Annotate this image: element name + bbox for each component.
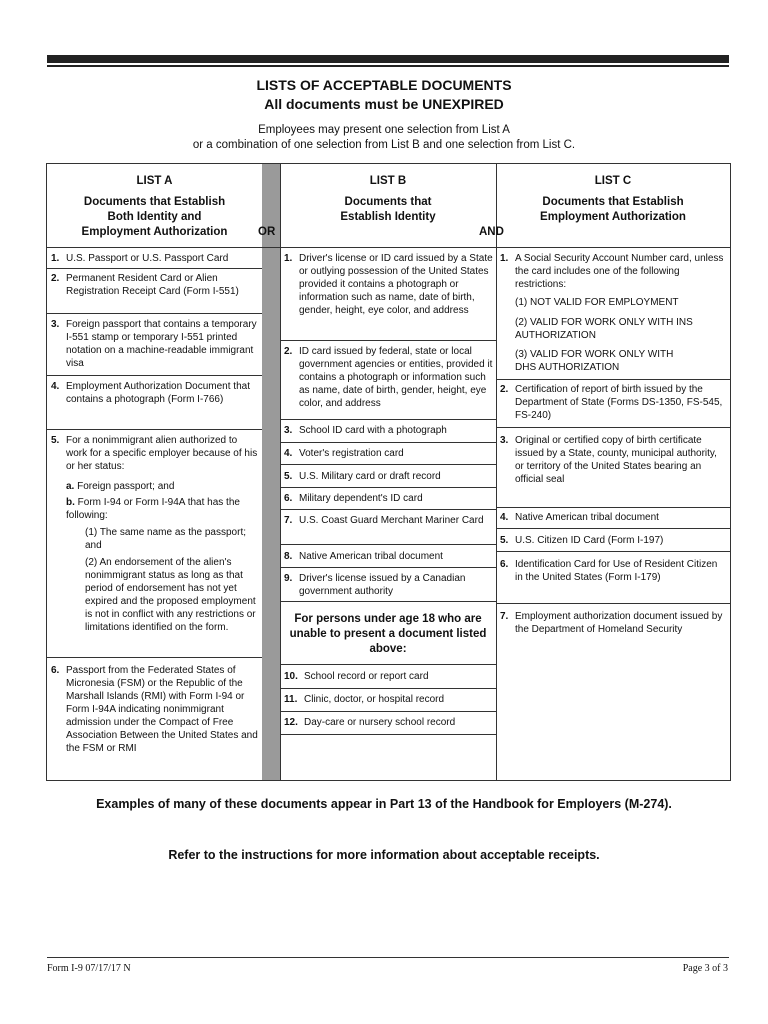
list-a-item-6-text: Passport from the Federated States of Micronesia (FSM) or the Republic of the Marshall Islands (RMI) with Form I-94 or Form I-94A indicating nonimmigrant admission under the Compact of Free Association Between the United States and the FSM or RMI (66, 665, 258, 754)
list-a-item-3-number: 3. (51, 319, 60, 330)
list-b-divider-2 (280, 419, 496, 420)
list-c-restriction-1: (1) NOT VALID FOR EMPLOYMENT (515, 297, 679, 308)
list-c-item-4-number: 4. (500, 512, 509, 523)
list-a-item-5-text: For a nonimmigrant alien authorized to work for a specific employer because of his or her status: (66, 435, 258, 472)
list-c-name: LIST C (594, 175, 632, 187)
list-c-item-1-text: A Social Security Account Number card, unless the card includes one of the following restrictions: (515, 253, 724, 290)
list-c-item-2-number: 2. (500, 384, 509, 395)
list-b-item-12-number: 12. (284, 717, 298, 728)
page-number: Page 3 of 3 (682, 963, 728, 974)
list-b-item-6 (280, 492, 496, 508)
list-c-divider-5 (496, 551, 730, 552)
list-b-divider-6 (280, 509, 496, 510)
list-c-divider-4 (496, 528, 730, 529)
list-c-item-1 (496, 252, 730, 377)
list-a-header (47, 174, 262, 240)
list-a-heading: Documents that Establish Both Identity and Employment Authorization (81, 196, 228, 238)
list-b-item-1 (280, 252, 496, 337)
list-a-item-5 (47, 434, 262, 654)
list-b-item-5 (280, 470, 496, 486)
handbook-note: Examples of many of these documents appear in Part 13 of the Handbook for Employers (M-274). (96, 797, 672, 811)
list-a-item-5a (66, 480, 256, 493)
or-divider-bar (262, 164, 280, 780)
top-rule-thin (47, 65, 729, 67)
list-b-divider-8 (280, 567, 496, 568)
list-a-item-5-number: 5. (51, 435, 60, 446)
list-c-divider-2 (496, 427, 730, 428)
list-c-item-2 (496, 383, 730, 427)
list-c-restriction-3: (3) VALID FOR WORK ONLY WITH DHS AUTHORIZATION (515, 349, 674, 373)
list-a-name: LIST A (136, 175, 173, 187)
or-label: OR (258, 226, 276, 238)
list-b-divider-7 (280, 544, 496, 545)
list-a-item-2-number: 2. (51, 273, 60, 284)
list-c-item-7-text: Employment authorization document issued by the Department of Homeland Security (515, 611, 723, 635)
list-b-item-5-number: 5. (284, 471, 293, 482)
list-c-item-3-number: 3. (500, 435, 509, 446)
list-b-item-1-text: Driver's license or ID card issued by a State or outlying possession of the United States provided it contains a photograph or information such as name, date of birth, gender, height, eye color, and address (299, 253, 493, 316)
list-a-item-5b-text: Form I-94 or Form I-94A that has the following: (66, 497, 240, 521)
list-a-item-3-text: Foreign passport that contains a temporary I-551 stamp or temporary I-551 printed notation on a machine-readable immigrant visa (66, 319, 257, 369)
list-a-item-5b1: (1) The same name as the passport; and (85, 527, 247, 551)
list-a-item-1-number: 1. (51, 253, 60, 264)
list-b-heading: Documents that Establish Identity (340, 196, 436, 223)
list-a-item-5a-label: a. (66, 481, 75, 492)
list-c-heading: Documents that Establish Employment Authorization (540, 196, 686, 223)
list-c-divider-3 (496, 507, 730, 508)
list-b-divider-1 (280, 340, 496, 341)
page-title: LISTS OF ACCEPTABLE DOCUMENTS (256, 77, 512, 93)
list-b-item-7-text: U.S. Coast Guard Merchant Mariner Card (299, 515, 484, 526)
list-a-item-4-text: Employment Authorization Document that contains a photograph (Form I-766) (66, 381, 250, 405)
list-c-header (496, 174, 730, 225)
intro-line-1: Employees may present one selection from List A (258, 124, 510, 136)
list-b-item-5-text: U.S. Military card or draft record (299, 471, 441, 482)
list-b-divider-9 (280, 601, 496, 602)
list-a-item-6 (47, 664, 262, 774)
list-b-item-4-text: Voter's registration card (299, 448, 404, 459)
list-a-item-6-number: 6. (51, 665, 60, 676)
list-a-item-5b2: (2) An endorsement of the alien's nonimmigrant status as long as that period of endorsement has not yet expired and the proposed employment is not in conflict with any restrictions or limitations identified on the form. (85, 557, 256, 633)
list-b-divider-10 (280, 664, 496, 665)
header-divider (47, 247, 730, 248)
list-a-item-5b-label: b. (66, 497, 75, 508)
list-c-restriction-2: (2) VALID FOR WORK ONLY WITH INS AUTHORIZATION (515, 317, 693, 341)
list-c-item-3-text: Original or certified copy of birth certificate issued by a State, county, municipal authority, or territory of the United States bearing an official seal (515, 435, 717, 485)
list-a-divider-1 (47, 268, 262, 269)
list-b-item-8-text: Native American tribal document (299, 551, 443, 562)
list-a-item-1-text: U.S. Passport or U.S. Passport Card (66, 253, 229, 264)
list-b-header (280, 174, 496, 225)
list-b-item-6-text: Military dependent's ID card (299, 493, 423, 504)
list-a-item-3 (47, 318, 262, 376)
list-c-divider-6 (496, 603, 730, 604)
form-identifier: Form I-9 07/17/17 N (47, 963, 131, 974)
list-a-item-2-text: Permanent Resident Card or Alien Registration Receipt Card (Form I-551) (66, 273, 239, 297)
list-b-item-10-text: School record or report card (304, 671, 429, 682)
list-b-divider-12 (280, 711, 496, 712)
documents-table (46, 163, 731, 781)
list-b-item-8-number: 8. (284, 551, 293, 562)
list-a-divider-5 (47, 657, 262, 658)
list-a-item-5a-text: Foreign passport; and (77, 481, 175, 492)
list-a-divider-4 (47, 429, 262, 430)
list-a-divider-3 (47, 375, 262, 376)
list-b-divider-13 (280, 734, 496, 735)
list-b-item-4 (280, 447, 496, 463)
list-a-item-2 (47, 272, 262, 312)
list-b-item-3-text: School ID card with a photograph (299, 425, 447, 436)
list-b-item-11-number: 11. (284, 694, 298, 705)
list-b-item-4-number: 4. (284, 448, 293, 459)
list-a-item-1 (47, 252, 262, 268)
list-b-item-9 (280, 572, 496, 602)
list-c-item-6-number: 6. (500, 559, 509, 570)
list-b-divider-3 (280, 442, 496, 443)
minors-heading: For persons under age 18 who are unable to present a document listed above: (289, 613, 487, 655)
list-b-divider-4 (280, 464, 496, 465)
list-c-item-2-text: Certification of report of birth issued by the Department of State (Forms DS-1350, FS-545, FS-240) (515, 384, 723, 421)
list-a-item-4 (47, 380, 262, 428)
list-c-item-7-number: 7. (500, 611, 509, 622)
list-c-item-5 (496, 534, 730, 550)
list-c-item-5-text: U.S. Citizen ID Card (Form I-197) (515, 535, 664, 546)
list-b-item-11-text: Clinic, doctor, or hospital record (304, 694, 445, 705)
list-c-item-5-number: 5. (500, 535, 509, 546)
list-c-item-6-text: Identification Card for Use of Resident Citizen in the United States (Form I-179) (515, 559, 718, 583)
list-b-item-2-number: 2. (284, 346, 293, 357)
list-b-name: LIST B (369, 175, 407, 187)
list-b-item-2-text: ID card issued by federal, state or local government agencies or entities, provided it contains a photograph or information such as name, date of birth, gender, height, eye color, and address (299, 346, 493, 409)
list-b-item-8 (280, 550, 496, 566)
list-b-item-1-number: 1. (284, 253, 293, 264)
list-a-item-5b (66, 496, 256, 522)
list-a-divider-2 (47, 313, 262, 314)
list-b-item-7 (280, 514, 496, 544)
bottom-rule (47, 957, 729, 958)
list-c-item-3 (496, 434, 730, 504)
list-c-item-7 (496, 610, 730, 654)
list-c-item-4 (496, 511, 730, 527)
list-c-item-4-text: Native American tribal document (515, 512, 659, 523)
list-b-item-3-number: 3. (284, 425, 293, 436)
list-b-item-10 (280, 670, 496, 686)
list-b-divider-11 (280, 688, 496, 689)
receipts-note: Refer to the instructions for more information about acceptable receipts. (168, 848, 600, 862)
top-rule-thick (47, 55, 729, 63)
list-b-item-6-number: 6. (284, 493, 293, 504)
list-b-item-12-text: Day-care or nursery school record (304, 717, 456, 728)
list-c-item-6 (496, 558, 730, 602)
page-subtitle: All documents must be UNEXPIRED (264, 96, 504, 112)
list-b-item-9-text: Driver's license issued by a Canadian government authority (299, 573, 466, 597)
list-b-item-12 (280, 716, 496, 732)
list-b-item-7-number: 7. (284, 515, 293, 526)
list-b-divider-5 (280, 487, 496, 488)
intro-line-2: or a combination of one selection from List B and one selection from List C. (192, 139, 576, 151)
list-c-divider-1 (496, 379, 730, 380)
list-b-item-2 (280, 345, 496, 415)
list-b-item-11 (280, 693, 496, 709)
list-c-item-1-number: 1. (500, 253, 509, 264)
list-b-item-9-number: 9. (284, 573, 293, 584)
list-b-item-3 (280, 424, 496, 440)
list-b-item-10-number: 10. (284, 671, 298, 682)
list-a-item-4-number: 4. (51, 381, 60, 392)
and-label: AND (479, 226, 504, 238)
